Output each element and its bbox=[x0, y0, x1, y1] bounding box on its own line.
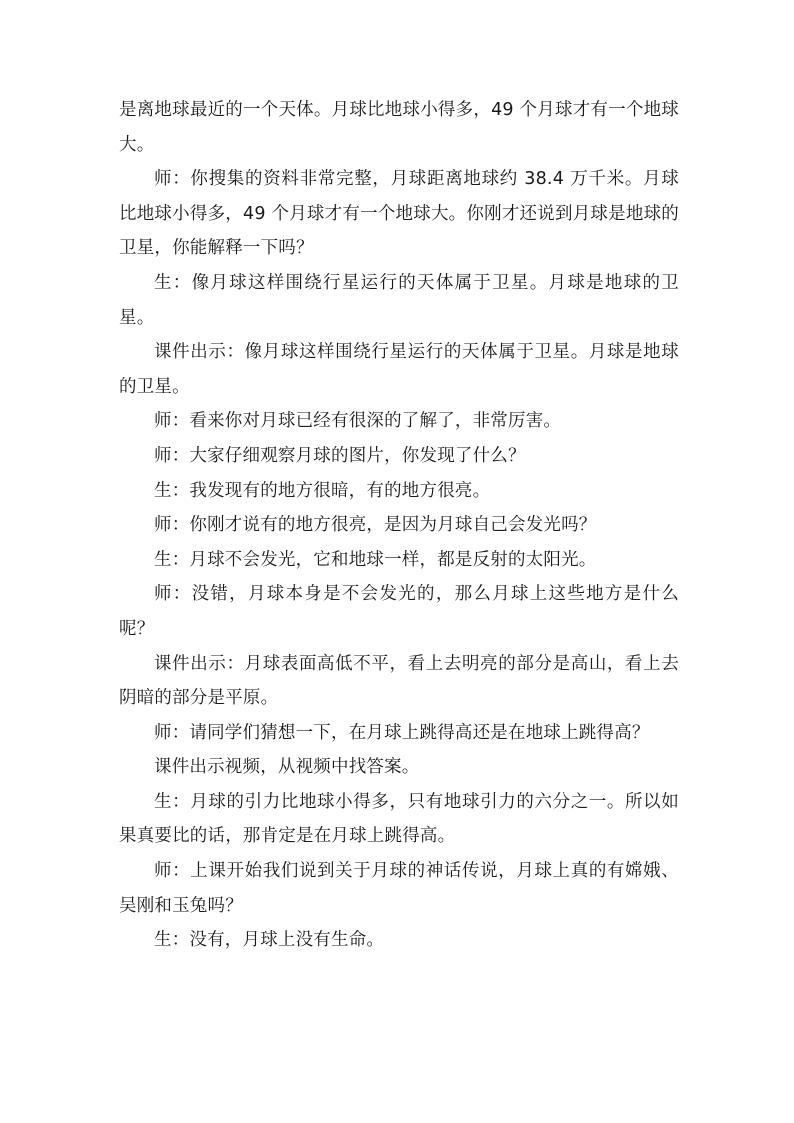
paragraph-13: 课件出示视频，从视频中找答案。 bbox=[154, 757, 420, 778]
paragraph-14: 生：月球的引力比地球小得多，只有地球引力的六分之一。所以如果真要比的话，那肯定是在月球上跳得高。 bbox=[119, 791, 679, 847]
paragraph-16: 生：没有，月球上没有生命。 bbox=[154, 930, 385, 951]
paragraph-15: 师：上课开始我们说到关于月球的神话传说，月球上真的有嫦娥、吴刚和玉兔吗？ bbox=[119, 861, 679, 916]
paragraph-10: 师：没错，月球本身是不会发光的，那么月球上这些地方是什么呢？ bbox=[119, 584, 679, 639]
paragraph-2: 师：你搜集的资料非常完整，月球距离地球约 38.4 万千米。月球比地球小得多，49 个月球才有一个地球大。你刚才还说到月球是地球的卫星，你能解释一下吗？ bbox=[119, 169, 679, 259]
paragraph-4: 课件出示：像月球这样围绕行星运行的天体属于卫星。月球是地球的卫星。 bbox=[119, 342, 679, 397]
paragraph-12: 师：请同学们猜想一下，在月球上跳得高还是在地球上跳得高？ bbox=[154, 722, 650, 743]
paragraph-9: 生：月球不会发光，它和地球一样，都是反射的太阳光。 bbox=[154, 549, 597, 570]
document-body bbox=[119, 93, 679, 958]
paragraph-1: 是离地球最近的一个天体。月球比地球小得多，49 个月球才有一个地球大。 bbox=[119, 100, 679, 155]
paragraph-6: 师：大家仔细观察月球的图片，你发现了什么？ bbox=[154, 445, 526, 466]
paragraph-8: 师：你刚才说有的地方很亮，是因为月球自己会发光吗？ bbox=[154, 515, 597, 536]
paragraph-5: 师：看来你对月球已经有很深的了解了，非常厉害。 bbox=[154, 411, 562, 432]
paragraph-11: 课件出示：月球表面高低不平，看上去明亮的部分是高山，看上去阴暗的部分是平原。 bbox=[119, 653, 679, 709]
paragraph-7: 生：我发现有的地方很暗，有的地方很亮。 bbox=[154, 480, 491, 501]
paragraph-3: 生：像月球这样围绕行星运行的天体属于卫星。月球是地球的卫星。 bbox=[119, 272, 679, 328]
